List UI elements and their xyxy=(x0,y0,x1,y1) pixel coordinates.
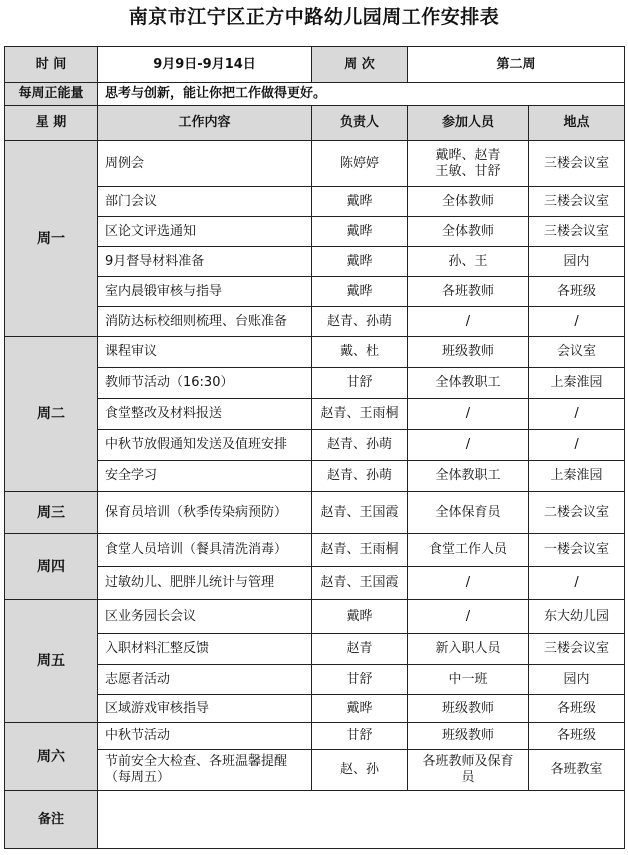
task-participants: 班级教师 xyxy=(408,695,529,723)
task-participants: 戴晔、赵青 王敏、甘舒 xyxy=(408,141,529,187)
task-content: 安全学习 xyxy=(98,461,312,492)
task-location: 园内 xyxy=(529,247,625,277)
task-content: 中秋节放假通知发送及值班安排 xyxy=(98,430,312,461)
task-location: 三楼会议室 xyxy=(529,187,625,217)
task-owner: 戴晔 xyxy=(312,695,408,723)
task-owner: 戴晔 xyxy=(312,187,408,217)
task-location: / xyxy=(529,307,625,337)
task-content: 区业务园长会议 xyxy=(98,600,312,634)
task-owner: 戴晔 xyxy=(312,277,408,307)
task-owner: 戴晔 xyxy=(312,217,408,247)
task-owner: 赵青、孙萌 xyxy=(312,430,408,461)
table-row xyxy=(5,567,625,600)
task-participants: / xyxy=(408,399,529,430)
task-content: 过敏幼儿、肥胖儿统计与管理 xyxy=(98,567,312,600)
task-content: 区域游戏审核指导 xyxy=(98,695,312,723)
task-content: 入职材料汇整反馈 xyxy=(98,634,312,665)
col-day: 星 期 xyxy=(5,106,98,141)
table-row xyxy=(5,634,625,665)
task-participants: / xyxy=(408,307,529,337)
table-row xyxy=(5,337,625,368)
task-content: 食堂人员培训（餐具清洗消毒） xyxy=(98,534,312,567)
task-owner: 陈婷婷 xyxy=(312,141,408,187)
table-row xyxy=(5,723,625,750)
task-participants: 全体教师 xyxy=(408,217,529,247)
task-owner: 戴晔 xyxy=(312,600,408,634)
time-label: 时 间 xyxy=(5,47,98,83)
task-participants: 中一班 xyxy=(408,665,529,695)
task-participants: 全体保育员 xyxy=(408,492,529,534)
task-content: 保育员培训（秋季传染病预防） xyxy=(98,492,312,534)
page-title: 南京市江宁区正方中路幼儿园周工作安排表 xyxy=(128,6,500,28)
task-content: 中秋节活动 xyxy=(98,723,312,750)
day-thu-label: 周四 xyxy=(5,534,98,600)
task-location: / xyxy=(529,430,625,461)
task-owner: 甘舒 xyxy=(312,723,408,750)
day-wed-label: 周三 xyxy=(5,492,98,534)
table-row xyxy=(5,368,625,399)
task-content: 周例会 xyxy=(98,141,312,187)
task-participants: 班级教师 xyxy=(408,723,529,750)
task-content: 9月督导材料准备 xyxy=(98,247,312,277)
task-owner: 赵青、孙萌 xyxy=(312,307,408,337)
task-content: 部门会议 xyxy=(98,187,312,217)
task-participants: 全体教职工 xyxy=(408,368,529,399)
table-row xyxy=(5,600,625,634)
col-location: 地点 xyxy=(529,106,625,141)
task-owner: 赵青、王国霞 xyxy=(312,567,408,600)
notes-row xyxy=(5,791,625,849)
task-content: 节前安全大检查、各班温馨提醒 （每周五） xyxy=(98,750,312,791)
task-location: 各班级 xyxy=(529,695,625,723)
task-owner: 戴晔 xyxy=(312,247,408,277)
task-participants: 食堂工作人员 xyxy=(408,534,529,567)
day-fri-label: 周五 xyxy=(5,600,98,723)
task-owner: 甘舒 xyxy=(312,665,408,695)
task-owner: 甘舒 xyxy=(312,368,408,399)
task-location: 三楼会议室 xyxy=(529,217,625,247)
task-location: 上秦淮园 xyxy=(529,368,625,399)
task-owner: 赵青、王雨桐 xyxy=(312,399,408,430)
task-location: 二楼会议室 xyxy=(529,492,625,534)
task-content: 室内晨锻审核与指导 xyxy=(98,277,312,307)
task-participants: / xyxy=(408,567,529,600)
task-content: 志愿者活动 xyxy=(98,665,312,695)
task-participants: / xyxy=(408,600,529,634)
task-content: 食堂整改及材料报送 xyxy=(98,399,312,430)
task-participants: 各班教师 xyxy=(408,277,529,307)
day-sat-label: 周六 xyxy=(5,723,98,791)
notes-label: 备注 xyxy=(5,791,98,849)
task-content: 教师节活动（16:30） xyxy=(98,368,312,399)
table-row xyxy=(5,307,625,337)
table-row xyxy=(5,141,625,187)
task-location: 三楼会议室 xyxy=(529,141,625,187)
task-content: 课程审议 xyxy=(98,337,312,368)
table-row xyxy=(5,277,625,307)
table-row xyxy=(5,665,625,695)
task-participants: / xyxy=(408,430,529,461)
task-location: 各班级 xyxy=(529,723,625,750)
task-participants: 新入职人员 xyxy=(408,634,529,665)
table-row xyxy=(5,695,625,723)
task-owner: 赵青 xyxy=(312,634,408,665)
task-location: 三楼会议室 xyxy=(529,634,625,665)
task-participants: 全体教职工 xyxy=(408,461,529,492)
col-content: 工作内容 xyxy=(98,106,312,141)
task-location: 各班教室 xyxy=(529,750,625,791)
motto-text: 思考与创新，能让你把工作做得更好。 xyxy=(98,83,625,106)
motto-label: 每周正能量 xyxy=(5,83,98,106)
date-range: 9月9日-9月14日 xyxy=(98,47,312,83)
task-location: 会议室 xyxy=(529,337,625,368)
table-row xyxy=(5,187,625,217)
task-owner: 戴、杜 xyxy=(312,337,408,368)
task-location: 上秦淮园 xyxy=(529,461,625,492)
task-owner: 赵青、王国霞 xyxy=(312,492,408,534)
task-participants: 全体教师 xyxy=(408,187,529,217)
column-header-row xyxy=(5,106,625,141)
week-value: 第二周 xyxy=(408,47,625,83)
motto-row xyxy=(5,83,625,106)
task-participants: 班级教师 xyxy=(408,337,529,368)
day-mon-label: 周一 xyxy=(5,141,98,337)
table-row xyxy=(5,492,625,534)
table-row xyxy=(5,461,625,492)
task-location: 各班级 xyxy=(529,277,625,307)
table-row xyxy=(5,750,625,791)
task-owner: 赵青、王雨桐 xyxy=(312,534,408,567)
notes-content xyxy=(98,791,625,849)
task-location: / xyxy=(529,567,625,600)
task-participants: 各班教师及保育 员 xyxy=(408,750,529,791)
task-location: / xyxy=(529,399,625,430)
task-content: 区论文评选通知 xyxy=(98,217,312,247)
task-location: 一楼会议室 xyxy=(529,534,625,567)
task-owner: 赵青、孙萌 xyxy=(312,461,408,492)
task-location: 东大幼儿园 xyxy=(529,600,625,634)
header-row xyxy=(5,47,625,83)
schedule-table xyxy=(4,46,625,849)
week-label: 周 次 xyxy=(312,47,408,83)
col-owner: 负责人 xyxy=(312,106,408,141)
table-row xyxy=(5,430,625,461)
task-owner: 赵、孙 xyxy=(312,750,408,791)
col-participants: 参加人员 xyxy=(408,106,529,141)
table-row xyxy=(5,247,625,277)
task-content: 消防达标校细则梳理、台账准备 xyxy=(98,307,312,337)
task-participants: 孙、王 xyxy=(408,247,529,277)
task-location: 园内 xyxy=(529,665,625,695)
table-row xyxy=(5,217,625,247)
table-row xyxy=(5,399,625,430)
day-tue-label: 周二 xyxy=(5,337,98,492)
table-row xyxy=(5,534,625,567)
